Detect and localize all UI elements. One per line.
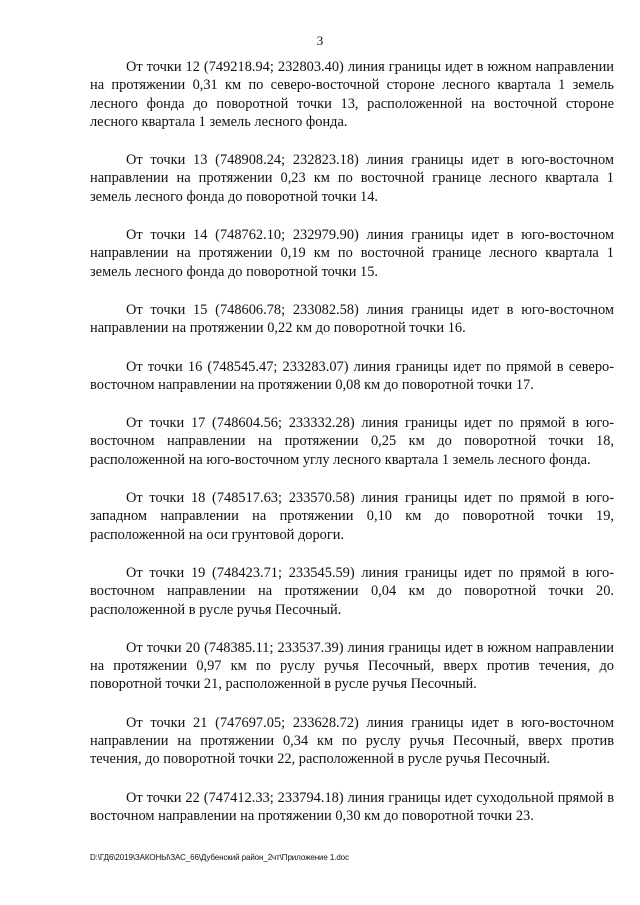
paragraph-point-19: От точки 19 (748423.71; 233545.59) линия границы идет по прямой в юго-восточном направлении на протяжении 0,04 км до поворотной точки 20. расположенной в русле ручья Песочный. <box>90 564 614 618</box>
file-path-footer: D:\ГД6\2019\ЗАКОНЫ\ЗАС_66\Дубенский район_2чт\Приложение 1.doc <box>90 853 349 862</box>
paragraph-point-15: От точки 15 (748606.78; 233082.58) линия границы идет в юго-восточном направлении на протяжении 0,22 км до поворотной точки 16. <box>90 301 614 337</box>
paragraph-point-18: От точки 18 (748517.63; 233570.58) линия границы идет по прямой в юго-западном направлении на протяжении 0,10 км до поворотной точки 19, расположенной на оси грунтовой дороги. <box>90 490 614 543</box>
paragraph-point-20: От точки 20 (748385.11; 233537.39) линия границы идет в южном направлении на протяжении 0,97 км по руслу ручья Песочный, вверх против течения, до поворотной точки 21, расположенной в русле ручья Песочный. <box>90 639 614 693</box>
paragraph-point-14: От точки 14 (748762.10; 232979.90) линия границы идет в юго-восточном направлении на протяжении 0,19 км по восточной границе лесного квартала 1 земель лесного фонда до поворотной точки 15. <box>90 227 614 280</box>
paragraph-point-17: От точки 17 (748604.56; 233332.28) линия границы идет по прямой в юго-восточном направлении на протяжении 0,25 км до поворотной точки 18, расположенной на юго-восточном углу лесного квартала 1 земель лесного фонда. <box>90 415 614 468</box>
paragraph-point-21: От точки 21 (747697.05; 233628.72) линия границы идет в юго-восточном направлении на протяжении 0,34 км по руслу ручья Песочный, вверх против течения, до поворотной точки 22, расположенной в русле ручья Песочный. <box>90 714 614 768</box>
paragraph-point-12: От точки 12 (749218.94; 232803.40) линия границы идет в южном направлении на протяжении 0,31 км по северо-восточной стороне лесного квартала 1 земель лесного фонда до поворотной точки 13, расположенной на восточной стороне лесного квартала 1 земель лесного фонда. <box>90 59 614 130</box>
page-number: 3 <box>316 33 324 48</box>
paragraph-point-16: От точки 16 (748545.47; 233283.07) линия границы идет по прямой в северо-восточном направлении на протяжении 0,08 км до поворотной точки 17. <box>90 358 614 393</box>
document-body <box>90 58 614 845</box>
paragraph-point-22: От точки 22 (747412.33; 233794.18) линия границы идет суходольной прямой в восточном направлении на протяжении 0,30 км до поворотной точки 23. <box>90 789 614 824</box>
paragraph-point-13: От точки 13 (748908.24; 232823.18) линия границы идет в юго-восточном направлении на протяжении 0,23 км по восточной границе лесного квартала 1 земель лесного фонда до поворотной точки 14. <box>90 152 614 205</box>
